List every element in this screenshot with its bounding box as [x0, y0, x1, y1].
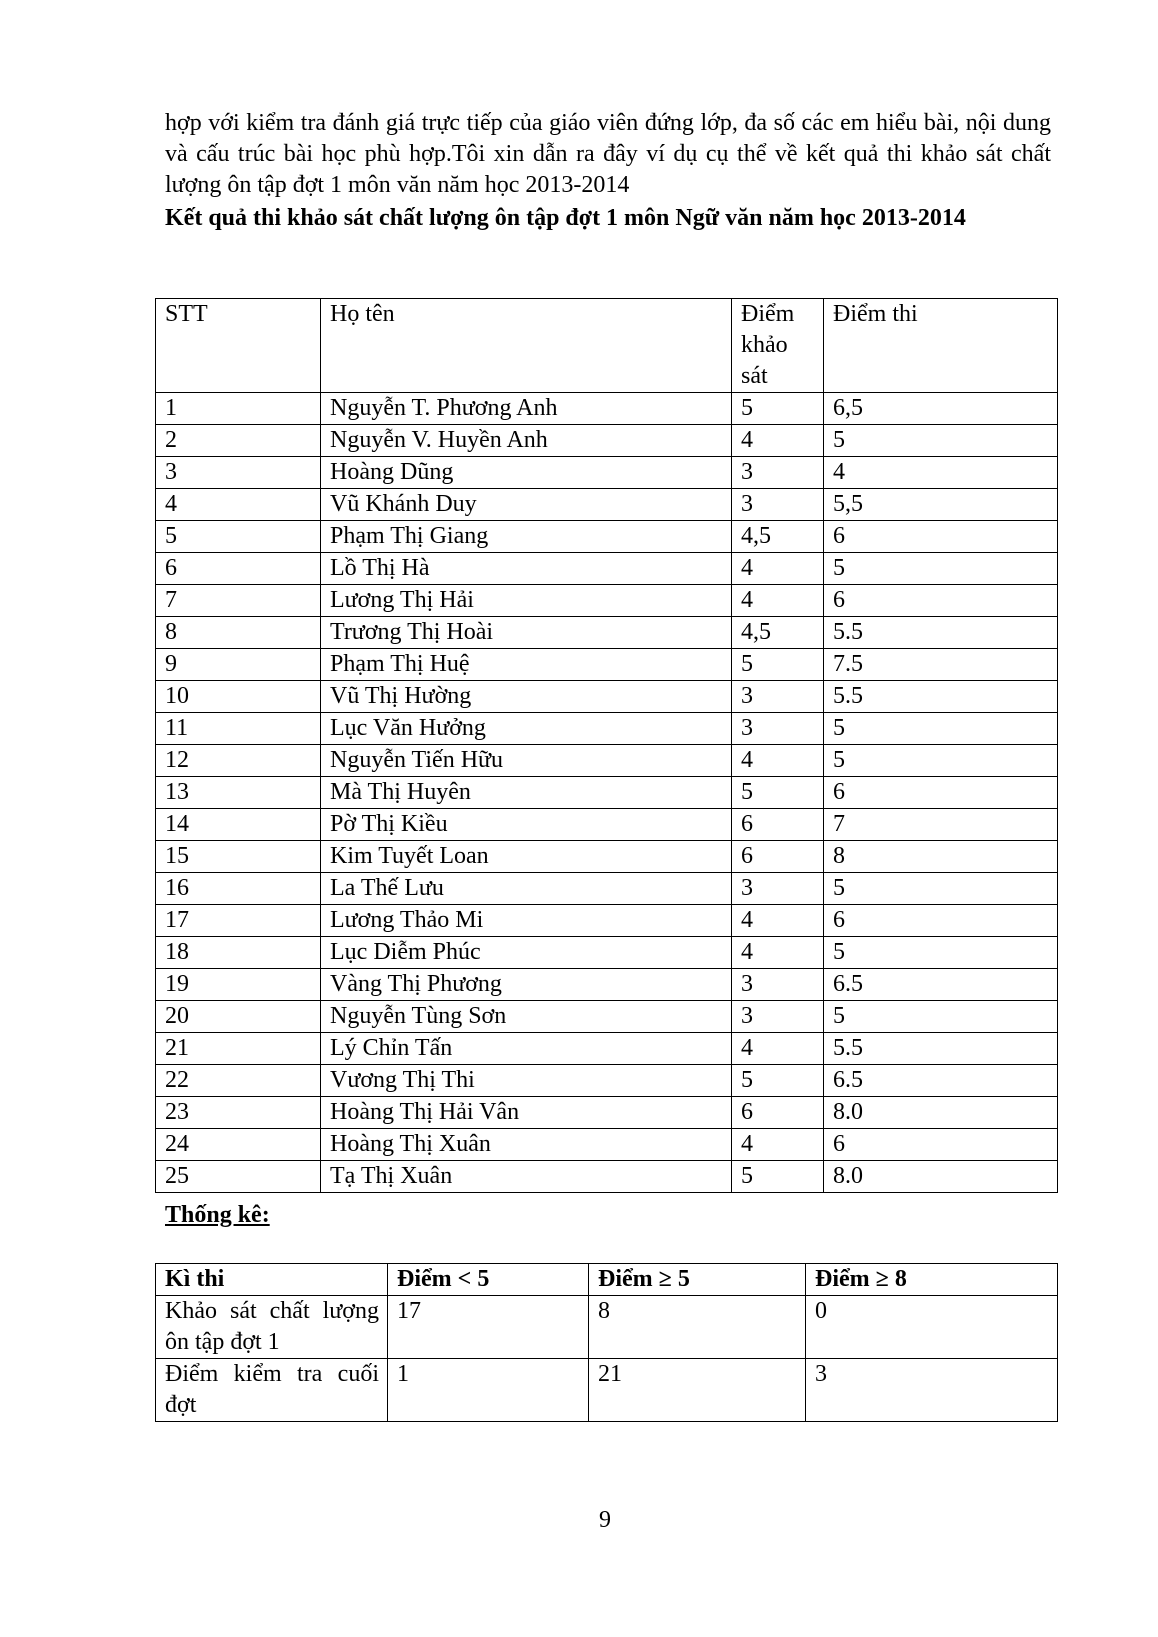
cell-stt: 9 [156, 649, 321, 681]
cell-exam-score: 5.5 [824, 617, 1058, 649]
cell-exam-score: 6 [824, 521, 1058, 553]
cell-survey-score: 4 [732, 1129, 824, 1161]
table-row [156, 1129, 1058, 1161]
cell-stt: 11 [156, 713, 321, 745]
header-survey-score: Điểm khảo sát [732, 299, 824, 393]
cell-stt: 3 [156, 457, 321, 489]
cell-stt: 22 [156, 1065, 321, 1097]
cell-survey-score: 3 [732, 681, 824, 713]
cell-name: Lương Thị Hải [321, 585, 732, 617]
cell-exam-score: 5.5 [824, 681, 1058, 713]
stats-title: Thống kê: [165, 1202, 270, 1228]
stats-row [156, 1359, 1058, 1422]
table-row [156, 457, 1058, 489]
table-row [156, 649, 1058, 681]
cell-name: Hoàng Dũng [321, 457, 732, 489]
cell-name: Mà Thị Huyên [321, 777, 732, 809]
cell-survey-score: 3 [732, 969, 824, 1001]
cell-name: Pờ Thị Kiều [321, 809, 732, 841]
cell-name: Hoàng Thị Hải Vân [321, 1097, 732, 1129]
cell-exam-score: 7 [824, 809, 1058, 841]
cell-exam-score: 5 [824, 1001, 1058, 1033]
cell-survey-score: 5 [732, 1065, 824, 1097]
header-exam-score: Điểm thi [824, 299, 1058, 393]
cell-name: Tạ Thị Xuân [321, 1161, 732, 1193]
table-row [156, 1161, 1058, 1193]
table-row [156, 777, 1058, 809]
table-row [156, 1033, 1058, 1065]
cell-exam-score: 6 [824, 585, 1058, 617]
cell-stt: 15 [156, 841, 321, 873]
cell-survey-score: 4 [732, 905, 824, 937]
stats-header-row [156, 1264, 1058, 1296]
cell-name: Lục Diễm Phúc [321, 937, 732, 969]
cell-survey-score: 4 [732, 745, 824, 777]
cell-survey-score: 3 [732, 713, 824, 745]
cell-stt: 12 [156, 745, 321, 777]
cell-name: Phạm Thị Huệ [321, 649, 732, 681]
cell-survey-score: 4 [732, 553, 824, 585]
cell-name: La Thế Lưu [321, 873, 732, 905]
table-row [156, 969, 1058, 1001]
cell-stt: 23 [156, 1097, 321, 1129]
cell-survey-score: 4,5 [732, 617, 824, 649]
cell-survey-score: 4,5 [732, 521, 824, 553]
cell-name: Vũ Khánh Duy [321, 489, 732, 521]
table-row [156, 617, 1058, 649]
cell-exam-score: 7.5 [824, 649, 1058, 681]
table-row [156, 393, 1058, 425]
cell-name: Vũ Thị Hường [321, 681, 732, 713]
cell-stt: 13 [156, 777, 321, 809]
stats-cell-at-least-8: 0 [806, 1296, 1058, 1359]
table-row [156, 841, 1058, 873]
stats-cell-at-least-5: 8 [589, 1296, 806, 1359]
cell-name: Vương Thị Thi [321, 1065, 732, 1097]
cell-survey-score: 6 [732, 1097, 824, 1129]
cell-exam-score: 5 [824, 713, 1058, 745]
results-heading: Kết quả thi khảo sát chất lượng ôn tập đợt 1 môn Ngữ văn năm học 2013-2014 [165, 205, 966, 231]
header-stt: STT [156, 299, 321, 393]
cell-exam-score: 5 [824, 425, 1058, 457]
cell-exam-score: 8 [824, 841, 1058, 873]
stats-header-at-least-5: Điểm ≥ 5 [589, 1264, 806, 1296]
table-row [156, 1001, 1058, 1033]
cell-exam-score: 5,5 [824, 489, 1058, 521]
table-row [156, 489, 1058, 521]
stats-cell-at-least-5: 21 [589, 1359, 806, 1422]
cell-stt: 17 [156, 905, 321, 937]
table-row [156, 937, 1058, 969]
cell-exam-score: 6.5 [824, 1065, 1058, 1097]
page-number: 9 [599, 1507, 611, 1533]
table-row [156, 809, 1058, 841]
cell-exam-score: 5 [824, 937, 1058, 969]
cell-stt: 16 [156, 873, 321, 905]
cell-stt: 10 [156, 681, 321, 713]
table-row [156, 1097, 1058, 1129]
stats-cell-exam: Điểm kiểm tra cuối đợt [156, 1359, 388, 1422]
cell-exam-score: 5 [824, 745, 1058, 777]
cell-name: Nguyễn Tùng Sơn [321, 1001, 732, 1033]
cell-survey-score: 6 [732, 841, 824, 873]
cell-name: Lục Văn Hưởng [321, 713, 732, 745]
cell-stt: 18 [156, 937, 321, 969]
table-row [156, 425, 1058, 457]
cell-survey-score: 4 [732, 937, 824, 969]
cell-exam-score: 6.5 [824, 969, 1058, 1001]
table-row [156, 585, 1058, 617]
stats-table [155, 1263, 1058, 1422]
cell-survey-score: 3 [732, 489, 824, 521]
cell-exam-score: 4 [824, 457, 1058, 489]
intro-paragraph: hợp với kiểm tra đánh giá trực tiếp của giáo viên đứng lớp, đa số các em hiểu bài, nội dung và cấu trúc bài học phù hợp.Tôi xin dẫn ra đây ví dụ cụ thể về kết quả thi khảo sát chất lượng ôn tập đợt 1 môn văn năm học 2013-2014 [165, 110, 1051, 198]
cell-exam-score: 8.0 [824, 1097, 1058, 1129]
cell-name: Lương Thảo Mi [321, 905, 732, 937]
cell-survey-score: 4 [732, 585, 824, 617]
stats-body [156, 1296, 1058, 1422]
cell-stt: 21 [156, 1033, 321, 1065]
cell-name: Phạm Thị Giang [321, 521, 732, 553]
cell-stt: 14 [156, 809, 321, 841]
cell-stt: 2 [156, 425, 321, 457]
cell-exam-score: 6,5 [824, 393, 1058, 425]
cell-stt: 25 [156, 1161, 321, 1193]
cell-survey-score: 3 [732, 457, 824, 489]
cell-stt: 20 [156, 1001, 321, 1033]
table-row [156, 905, 1058, 937]
stats-cell-exam: Khảo sát chất lượng ôn tập đợt 1 [156, 1296, 388, 1359]
cell-name: Vàng Thị Phương [321, 969, 732, 1001]
cell-survey-score: 3 [732, 1001, 824, 1033]
cell-survey-score: 5 [732, 649, 824, 681]
cell-survey-score: 5 [732, 777, 824, 809]
cell-stt: 24 [156, 1129, 321, 1161]
table-row [156, 873, 1058, 905]
cell-name: Nguyễn T. Phương Anh [321, 393, 732, 425]
cell-survey-score: 4 [732, 425, 824, 457]
grades-body [156, 393, 1058, 1193]
cell-exam-score: 5 [824, 873, 1058, 905]
cell-exam-score: 6 [824, 905, 1058, 937]
stats-row [156, 1296, 1058, 1359]
cell-exam-score: 6 [824, 1129, 1058, 1161]
cell-stt: 1 [156, 393, 321, 425]
stats-cell-below-5: 17 [388, 1296, 589, 1359]
cell-survey-score: 4 [732, 1033, 824, 1065]
cell-exam-score: 6 [824, 777, 1058, 809]
cell-exam-score: 8.0 [824, 1161, 1058, 1193]
cell-exam-score: 5.5 [824, 1033, 1058, 1065]
cell-name: Lồ Thị Hà [321, 553, 732, 585]
cell-name: Trương Thị Hoài [321, 617, 732, 649]
cell-name: Nguyễn V. Huyền Anh [321, 425, 732, 457]
table-row [156, 1065, 1058, 1097]
cell-stt: 7 [156, 585, 321, 617]
table-row [156, 553, 1058, 585]
header-name: Họ tên [321, 299, 732, 393]
table-row [156, 681, 1058, 713]
stats-header-exam: Kì thi [156, 1264, 388, 1296]
cell-stt: 5 [156, 521, 321, 553]
cell-name: Kim Tuyết Loan [321, 841, 732, 873]
table-row [156, 521, 1058, 553]
stats-cell-below-5: 1 [388, 1359, 589, 1422]
cell-name: Hoàng Thị Xuân [321, 1129, 732, 1161]
grades-table [155, 298, 1058, 1193]
stats-header-below-5: Điểm < 5 [388, 1264, 589, 1296]
cell-exam-score: 5 [824, 553, 1058, 585]
cell-name: Lý Chỉn Tấn [321, 1033, 732, 1065]
cell-survey-score: 5 [732, 393, 824, 425]
cell-name: Nguyễn Tiến Hữu [321, 745, 732, 777]
grades-header-row [156, 299, 1058, 393]
cell-survey-score: 3 [732, 873, 824, 905]
stats-cell-at-least-8: 3 [806, 1359, 1058, 1422]
cell-stt: 6 [156, 553, 321, 585]
cell-stt: 8 [156, 617, 321, 649]
table-row [156, 745, 1058, 777]
cell-survey-score: 6 [732, 809, 824, 841]
cell-survey-score: 5 [732, 1161, 824, 1193]
stats-header-at-least-8: Điểm ≥ 8 [806, 1264, 1058, 1296]
table-row [156, 713, 1058, 745]
cell-stt: 19 [156, 969, 321, 1001]
cell-stt: 4 [156, 489, 321, 521]
